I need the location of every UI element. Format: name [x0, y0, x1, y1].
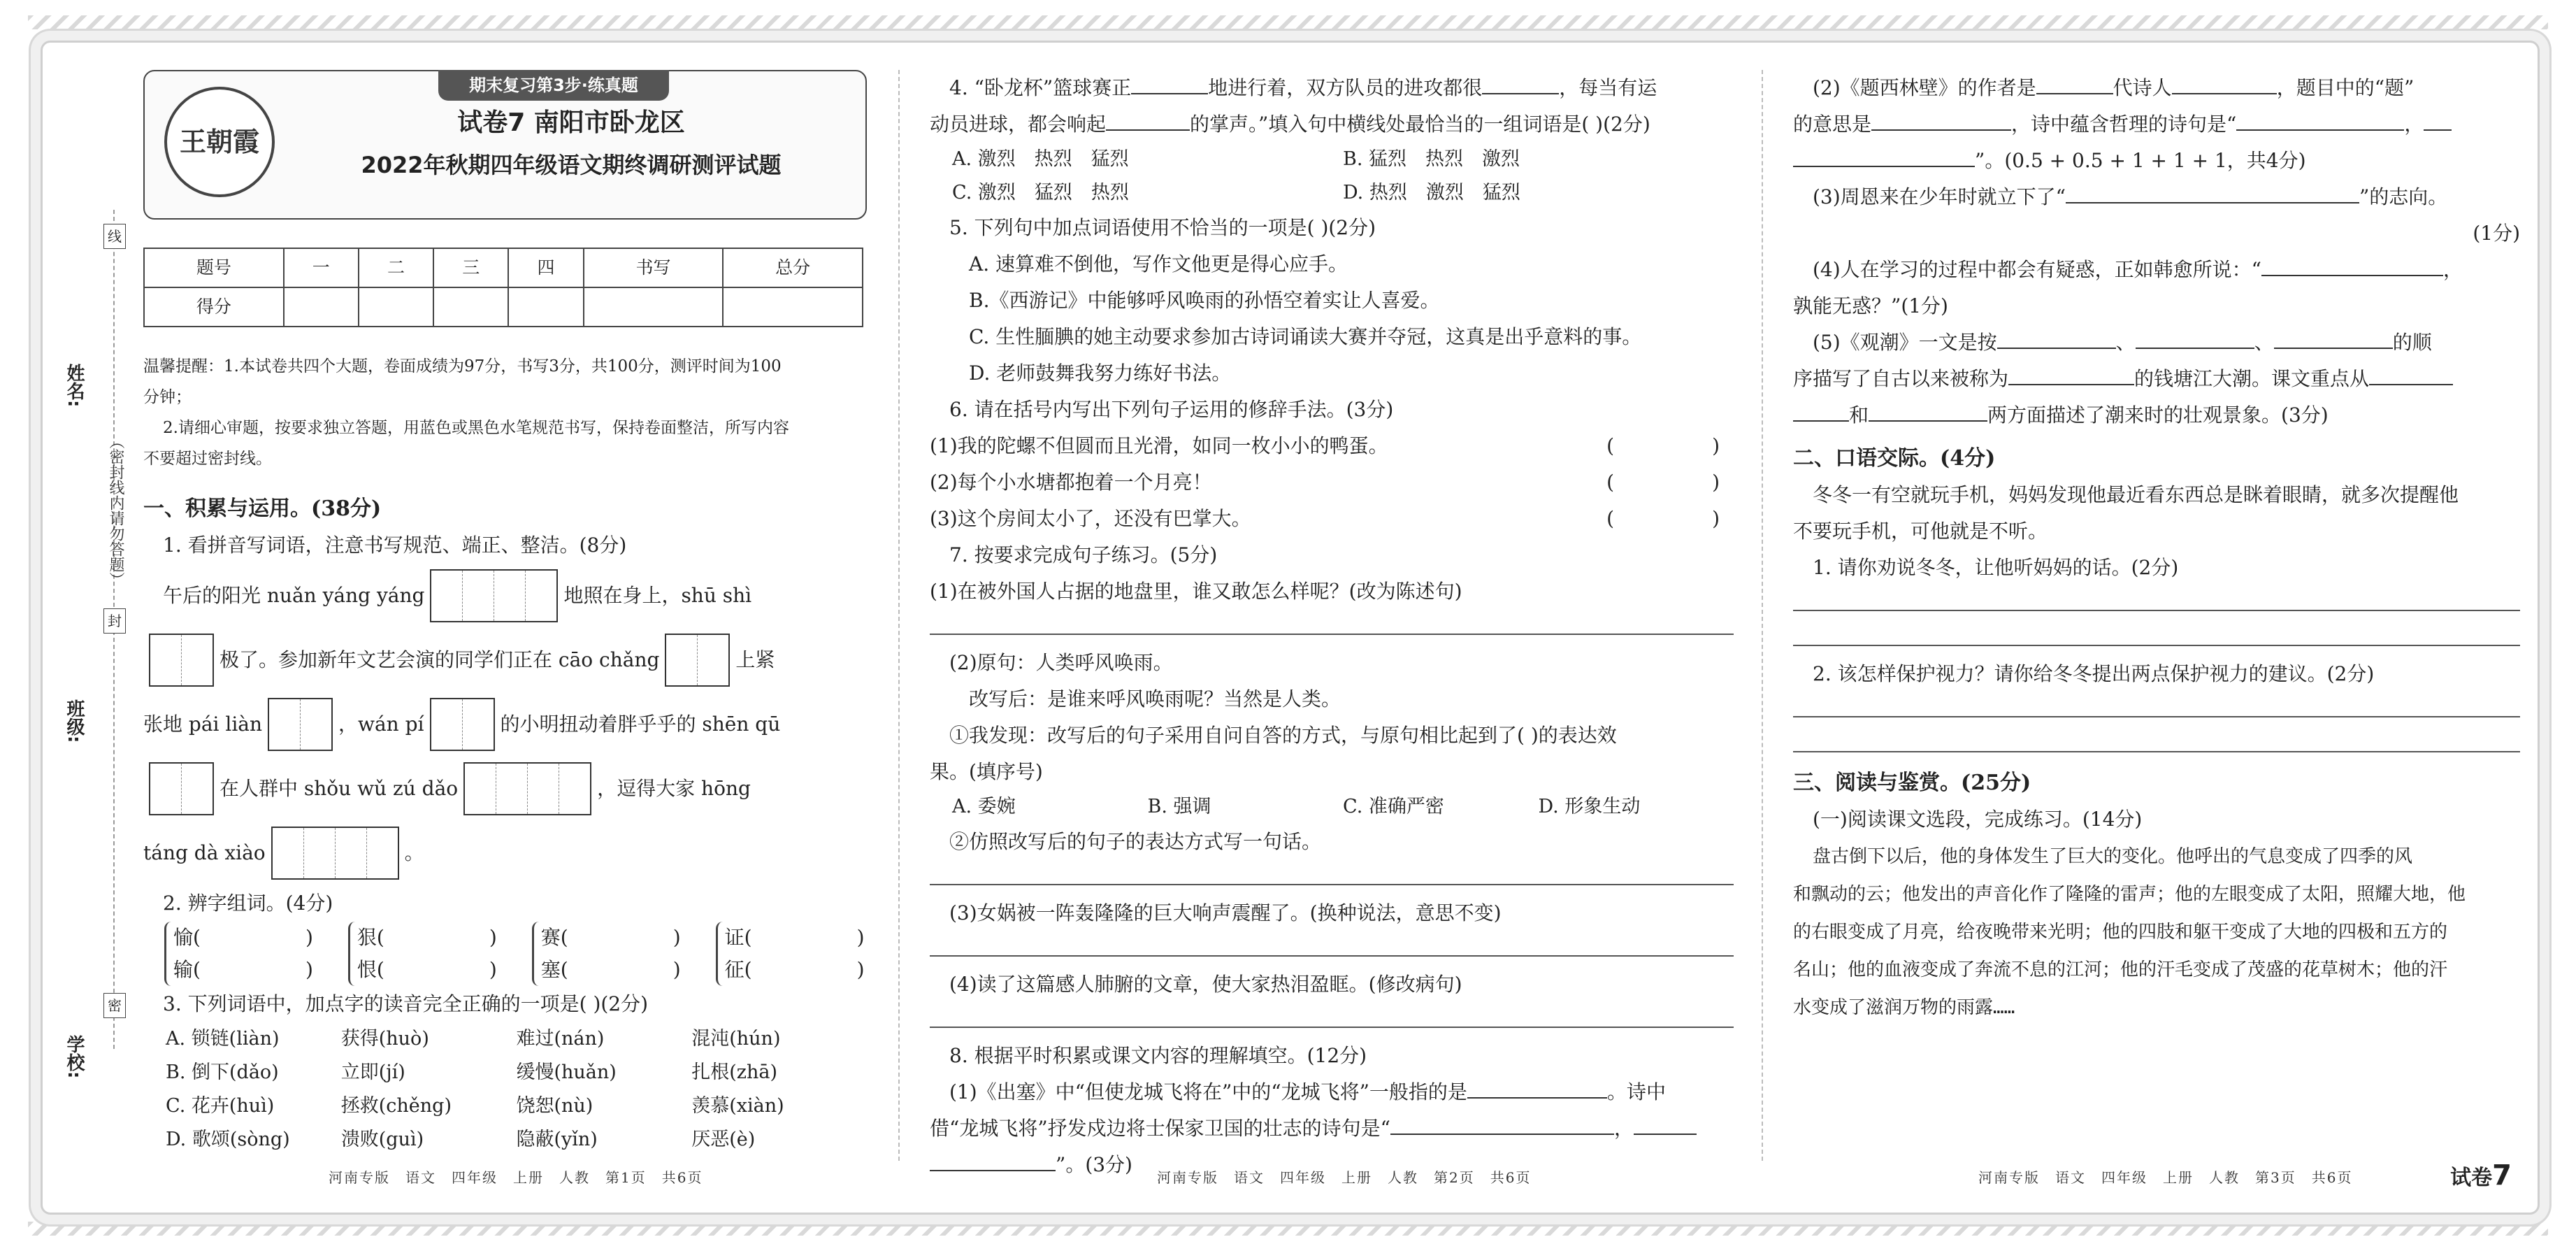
text: 的意思是 — [1793, 113, 1872, 136]
exam-subtitle: 2022年秋期四年级语文期终调研测评试题 — [361, 152, 782, 178]
option-item: 羡慕(xiàn) — [691, 1095, 784, 1117]
score-table — [143, 248, 863, 327]
passage-line: 和飘动的云；他发出的声音化作了隆隆的雷声；他的左眼变成了太阳，照耀大地，他 — [1793, 884, 2466, 905]
pair-char: 恨( — [357, 958, 384, 981]
q5-option: B.《西游记》中能够呼风唤雨的孙悟空着实让人喜爱。 — [969, 289, 1440, 312]
text: ，每当有运 — [1559, 76, 1657, 99]
q8-1 — [930, 1074, 1734, 1110]
page-footer-3: 河南专版 语文 四年级 上册 人教 第3页 共6页 — [1978, 1169, 2353, 1186]
answer-blank[interactable] — [1390, 1113, 1614, 1135]
q7-2: (2)原句：人类呼风唤雨。 — [949, 651, 1173, 674]
pinyin-row-2 — [143, 628, 867, 692]
q7-options — [930, 790, 1734, 824]
answer-blank[interactable] — [2136, 327, 2254, 349]
text: 两方面描述了潮来时的壮观景象。(3分) — [1987, 403, 2329, 427]
answer-blank[interactable] — [1106, 108, 1190, 131]
score-row-label: 得分 — [144, 287, 284, 327]
q6-item — [930, 464, 1734, 501]
answer-line[interactable] — [1793, 621, 2520, 646]
answer-blank[interactable] — [1467, 1076, 1607, 1099]
q7-2e: ②仿照改写后的句子的表达方式写一句话。 — [949, 830, 1322, 853]
option-item: B. 猛烈 热烈 激烈 — [1343, 148, 1520, 170]
review-step-badge: 期末复习第3步·练真题 — [438, 70, 669, 101]
answer-blank[interactable] — [1997, 327, 2116, 349]
pair-close: ) — [305, 958, 313, 981]
text: 和 — [1849, 403, 1869, 427]
option-item: 溃败(guì) — [340, 1129, 424, 1150]
notice-line: 不要超过密封线。 — [143, 450, 272, 468]
section-1-title: 一、积累与运用。(38分) — [143, 496, 382, 521]
score-table-header-row — [144, 248, 863, 287]
paper-label: 试卷 — [2450, 1166, 2493, 1190]
text: ， — [2442, 258, 2463, 281]
text: 、 — [2115, 331, 2136, 354]
q8-3 — [1793, 179, 2520, 215]
option-item: 厌恶(è) — [691, 1129, 756, 1150]
seal-note: （密封线内请勿答题） — [107, 434, 124, 587]
text: 地进行着，双方队员的进攻都很 — [1208, 76, 1483, 99]
score-cell[interactable] — [584, 287, 724, 327]
option-item: 混沌(hún) — [691, 1028, 781, 1050]
answer-blank[interactable] — [1634, 1113, 1697, 1135]
question-5: 5. 下列句中加点词语使用不恰当的一项是( )(2分) — [949, 216, 1376, 239]
q7-1: (1)在被外国人占据的地盘里，谁又敢怎么样呢？(改为陈述句) — [930, 580, 1462, 603]
section-3-title: 三、阅读与鉴赏。(25分) — [1793, 771, 2031, 795]
publisher-logo: 王朝霞 — [164, 87, 275, 197]
q4-options — [930, 143, 1734, 210]
q8-2 — [1793, 70, 2520, 106]
q7-2d: 果。(填序号) — [930, 760, 1043, 783]
option-item: 扎根(zhā) — [691, 1061, 778, 1083]
answer-paren[interactable]: ( ) — [1606, 471, 1720, 494]
answer-blank[interactable] — [2424, 108, 2452, 131]
answer-blank[interactable] — [930, 1149, 1056, 1171]
exam-page-3 — [1793, 70, 2520, 1027]
seal-mark-2: 封 — [103, 608, 126, 634]
q3-options — [143, 1022, 867, 1157]
option-item: A. 委婉 — [952, 796, 1016, 817]
question-7: 7. 按要求完成句子练习。(5分) — [949, 543, 1218, 566]
text: (3)周恩来在少年时就立下了“ — [1813, 185, 2066, 208]
seal-mark-1: 线 — [103, 224, 126, 249]
answer-blank[interactable] — [2172, 72, 2277, 94]
text: (3)这个房间太小了，还没有巴掌大。 — [930, 507, 1251, 530]
text: 借“龙城飞将”抒发戍边将士保家卫国的壮志的诗句是“ — [930, 1117, 1390, 1140]
pair-char: 输( — [173, 958, 201, 981]
pinyin-text: 在人群中 shǒu wǔ zú dǎo — [220, 777, 459, 800]
score-table-header: 书写 — [584, 248, 724, 287]
option-item: B. 倒下(dǎo) — [166, 1061, 279, 1083]
question-1: 1. 看拼音写词语，注意书写规范、端正、整洁。(8分) — [163, 534, 627, 557]
pair-close: ) — [672, 958, 681, 981]
score-table-header: 总分 — [723, 248, 863, 287]
s3-subtitle: (一)阅读课文选段，完成练习。(14分) — [1813, 808, 2143, 831]
answer-blank[interactable] — [2369, 363, 2453, 385]
q6-item — [930, 428, 1734, 464]
answer-blank[interactable] — [1793, 145, 1975, 167]
pair-char: 赛( — [540, 926, 568, 949]
answer-blank[interactable] — [1871, 108, 2011, 131]
q5-option: D. 老师鼓舞我努力练好书法。 — [969, 362, 1232, 385]
text: (2)《题西林壁》的作者是 — [1813, 76, 2036, 99]
pinyin-text: ，逗得大家 hōng — [597, 777, 751, 800]
option-item: 拯救(chěng) — [340, 1095, 452, 1117]
option-item: 隐蔽(yǐn) — [516, 1129, 598, 1150]
decorative-border-bottom — [28, 1222, 2548, 1236]
q8-2-line2 — [1793, 106, 2520, 143]
score-table-header: 二 — [359, 248, 433, 287]
answer-blank[interactable] — [2236, 108, 2404, 131]
character-pairs — [143, 922, 867, 986]
section-2-title: 二、口语交际。(4分) — [1793, 446, 1996, 471]
text: 的顺 — [2392, 331, 2432, 354]
score-table-header: 一 — [284, 248, 359, 287]
character-pair — [348, 922, 497, 986]
seal-mark-3: 密 — [103, 993, 126, 1018]
text: ，题目中的“题” — [2276, 76, 2415, 99]
class-label: 班级: — [64, 699, 85, 743]
pinyin-text: 的小明扭动着胖乎乎的 shēn qū — [500, 713, 781, 736]
notice-line: 分钟； — [143, 388, 192, 406]
writing-grid[interactable] — [268, 698, 333, 751]
character-pair — [532, 922, 681, 986]
option-item: B. 强调 — [1147, 796, 1211, 817]
q8-5-line3 — [1793, 397, 2520, 434]
text: (2)每个小水塘都抱着一个月亮！ — [930, 471, 1212, 494]
q8-5-line2 — [1793, 361, 2520, 397]
score-table-header: 三 — [433, 248, 508, 287]
question-8: 8. 根据平时积累或课文内容的理解填空。(12分) — [949, 1044, 1367, 1067]
text: 的掌声。”填入句中横线处最恰当的一组词语是( )(2分) — [1190, 113, 1650, 136]
writing-grid[interactable] — [430, 698, 495, 751]
answer-line[interactable] — [930, 860, 1734, 885]
pinyin-text: ，wán pí — [338, 713, 424, 736]
answer-paren[interactable]: ( ) — [1606, 434, 1720, 457]
s2-question-1: 1. 请你劝说冬冬，让他听妈妈的话。(2分) — [1813, 556, 2179, 579]
text: 、 — [2254, 331, 2274, 354]
score-table-row — [144, 287, 863, 327]
score-cell[interactable] — [433, 287, 508, 327]
paper-number — [2450, 1159, 2512, 1192]
reading-passage — [1793, 838, 2520, 1027]
pinyin-text: 上紧 — [735, 648, 775, 671]
pinyin-text: 。 — [404, 841, 424, 864]
pinyin-row-4 — [143, 757, 867, 821]
text: ”。(0.5 + 0.5 + 1 + 1 + 1，共4分) — [1975, 149, 2306, 172]
pair-close: ) — [489, 926, 497, 949]
page-divider-2 — [1762, 70, 1763, 1161]
text: 。诗中 — [1606, 1080, 1666, 1103]
notice-line: 温馨提醒：1.本试卷共四个大题，卷面成绩为97分，书写3分，共100分，测评时间为100 — [143, 357, 782, 376]
pinyin-row-1 — [143, 564, 867, 628]
pair-close: ) — [856, 926, 865, 949]
pair-char: 塞( — [540, 958, 568, 981]
passage-line: 名山；他的血液变成了奔流不息的江河；他的汗毛变成了茂盛的花草树木；他的汗 — [1793, 959, 2448, 980]
answer-line[interactable] — [1793, 727, 2520, 752]
answer-blank[interactable] — [2066, 181, 2359, 203]
question-6: 6. 请在括号内写出下列句子运用的修辞手法。(3分) — [949, 398, 1394, 421]
exam-page-2 — [930, 70, 1734, 1183]
writing-grid[interactable] — [463, 762, 591, 815]
pair-char: 愉( — [173, 926, 201, 949]
pinyin-text: táng dà xiào — [143, 841, 266, 864]
text: (5)《观潮》一文是按 — [1813, 331, 1997, 354]
text: (1)《出塞》中“但使龙城飞将在”中的“龙城飞将”一般指的是 — [949, 1080, 1467, 1103]
option-item: A. 激烈 热烈 猛烈 — [952, 148, 1129, 170]
answer-line[interactable] — [930, 931, 1734, 957]
question-4-line — [930, 106, 1734, 143]
pair-close: ) — [305, 926, 313, 949]
exam-notice — [143, 351, 867, 474]
q5-option: A. 速算难不倒他，写作文他更是得心应手。 — [969, 252, 1348, 276]
score-cell[interactable] — [723, 287, 863, 327]
pinyin-text: 午后的阳光 nuǎn yáng yáng — [163, 584, 425, 607]
q8-4-line2: 孰能无惑？”(1分) — [1793, 294, 1948, 317]
name-label: 姓名: — [64, 364, 85, 408]
answer-line[interactable] — [1793, 692, 2520, 717]
option-item: D. 热烈 激烈 猛烈 — [1343, 182, 1520, 203]
pair-close: ) — [856, 958, 865, 981]
writing-grid[interactable] — [271, 827, 399, 880]
pinyin-text: 极了。参加新年文艺会演的同学们正在 cāo chǎng — [220, 648, 660, 671]
q8-3-score: (1分) — [2473, 222, 2520, 245]
question-4-line — [930, 70, 1734, 106]
pinyin-row-5 — [143, 821, 867, 885]
passage-line: 的右眼变成了月亮，给夜晚带来光明；他的四肢和躯干变成了大地的四极和五方的 — [1793, 922, 2448, 943]
answer-blank[interactable] — [2274, 327, 2393, 349]
page-footer-1: 河南专版 语文 四年级 上册 人教 第1页 共6页 — [329, 1169, 703, 1186]
text: ， — [1613, 1117, 1634, 1140]
question-3: 3. 下列词语中，加点字的读音完全正确的一项是( )(2分) — [163, 992, 649, 1015]
pair-char: 征( — [724, 958, 752, 981]
answer-blank[interactable] — [1869, 399, 1987, 422]
q8-5 — [1793, 324, 2520, 361]
option-item: 难过(nán) — [516, 1028, 605, 1050]
option-item: D. 形象生动 — [1538, 796, 1641, 817]
option-item: 立即(jí) — [340, 1061, 405, 1083]
score-cell[interactable] — [508, 287, 583, 327]
text: ， — [2404, 113, 2424, 136]
option-item: 获得(huò) — [340, 1028, 429, 1050]
option-item: 饶恕(nù) — [516, 1095, 593, 1117]
text: (4)人在学习的过程中都会有疑惑，正如韩愈所说：“ — [1813, 258, 2261, 281]
text: 序描写了自古以来被称为 — [1793, 367, 2009, 390]
page-footer-2: 河南专版 语文 四年级 上册 人教 第2页 共6页 — [1157, 1169, 1532, 1186]
pair-char: 证( — [724, 926, 752, 949]
exam-header — [143, 70, 867, 220]
q7-2b: 改写后：是谁来呼风唤雨呢？当然是人类。 — [969, 687, 1341, 710]
text: 4. “卧龙杯”篮球赛正 — [949, 76, 1132, 99]
exam-title: 试卷7 南阳市卧龙区 — [457, 108, 685, 137]
q5-option: C. 生性腼腆的她主动要求参加古诗词诵读大赛并夺冠，这真是出乎意料的事。 — [969, 325, 1642, 348]
q6-item — [930, 501, 1734, 537]
passage-line: 水变成了滋润万物的雨露…… — [1793, 997, 2015, 1018]
option-item: C. 激烈 猛烈 热烈 — [952, 182, 1129, 203]
character-pair — [716, 922, 865, 986]
pinyin-text: 地照在身上，shū shì — [563, 584, 752, 607]
score-cell[interactable] — [359, 287, 433, 327]
text: 代诗人 — [2113, 76, 2172, 99]
writing-grid[interactable] — [430, 569, 558, 622]
s2-question-2: 2. 该怎样保护视力？请你给冬冬提出两点保护视力的建议。(2分) — [1813, 662, 2375, 685]
text: ，诗中蕴含哲理的诗句是“ — [2011, 113, 2237, 136]
q7-2c: ①我发现：改写后的句子采用自问自答的方式，与原句相比起到了( )的表达效 — [949, 724, 1617, 747]
s2-text: 不要玩手机，可他就是不听。 — [1793, 520, 2048, 543]
option-item: C. 准确严密 — [1343, 796, 1444, 817]
q8-4 — [1793, 252, 2520, 288]
text: 的钱塘江大潮。课文重点从 — [2134, 367, 2370, 390]
answer-paren[interactable]: ( ) — [1606, 507, 1720, 530]
exam-page-1 — [143, 70, 867, 1157]
paper-num: 7 — [2492, 1159, 2512, 1192]
q7-3: (3)女娲被一阵轰隆隆的巨大响声震醒了。(换种说法，意思不变) — [949, 901, 1502, 924]
answer-blank[interactable] — [1793, 399, 1849, 422]
text: 动员进球，都会响起 — [930, 113, 1107, 136]
text: (1)我的陀螺不但圆而且光滑，如同一枚小小的鸭蛋。 — [930, 434, 1388, 457]
pinyin-text: 张地 pái liàn — [143, 713, 263, 736]
answer-line[interactable] — [930, 610, 1734, 635]
writing-grid[interactable] — [149, 762, 214, 815]
s2-text: 冬冬一有空就玩手机，妈妈发现他最近看东西总是眯着眼睛，就多次提醒他 — [1813, 483, 2459, 506]
score-cell[interactable] — [284, 287, 359, 327]
notice-line: 2.请细心审题，按要求独立答题，用蓝色或黑色水笔规范书写，保持卷面整洁，所写内容 — [163, 419, 789, 437]
decorative-border-top — [28, 15, 2548, 29]
text: ”。(3分) — [1056, 1153, 1132, 1176]
text: ”的志向。 — [2359, 185, 2448, 208]
answer-blank[interactable] — [2008, 363, 2134, 385]
option-item: A. 锁链(liàn) — [166, 1028, 280, 1050]
pair-close: ) — [672, 926, 681, 949]
answer-blank[interactable] — [1131, 72, 1208, 94]
option-item: 缓慢(huǎn) — [516, 1061, 617, 1083]
q7-4: (4)读了这篇感人肺腑的文章，使大家热泪盈眶。(修改病句) — [949, 973, 1462, 996]
q8-1-line2 — [930, 1110, 1734, 1147]
page-divider-1 — [898, 70, 900, 1161]
school-label: 学校: — [64, 1035, 85, 1079]
passage-line: 盘古倒下以后，他的身体发生了巨大的变化。他呼出的气息变成了四季的风 — [1813, 846, 2413, 867]
option-item: C. 花卉(huì) — [166, 1095, 275, 1117]
pair-close: ) — [489, 958, 497, 981]
writing-grid[interactable] — [665, 634, 730, 687]
answer-line[interactable] — [1793, 586, 2520, 611]
answer-blank[interactable] — [2261, 254, 2443, 276]
writing-grid[interactable] — [149, 634, 214, 687]
score-table-header: 四 — [508, 248, 583, 287]
pair-char: 狠( — [357, 926, 384, 949]
option-item: D. 歌颂(sòng) — [166, 1129, 290, 1150]
score-table-header: 题号 — [144, 248, 284, 287]
character-pair — [164, 922, 313, 986]
question-2: 2. 辨字组词。(4分) — [163, 892, 333, 915]
answer-blank[interactable] — [2036, 72, 2113, 94]
q8-2-line3 — [1793, 143, 2520, 179]
pinyin-row-3 — [143, 692, 867, 757]
answer-line[interactable] — [930, 1003, 1734, 1028]
answer-blank[interactable] — [1482, 72, 1559, 94]
